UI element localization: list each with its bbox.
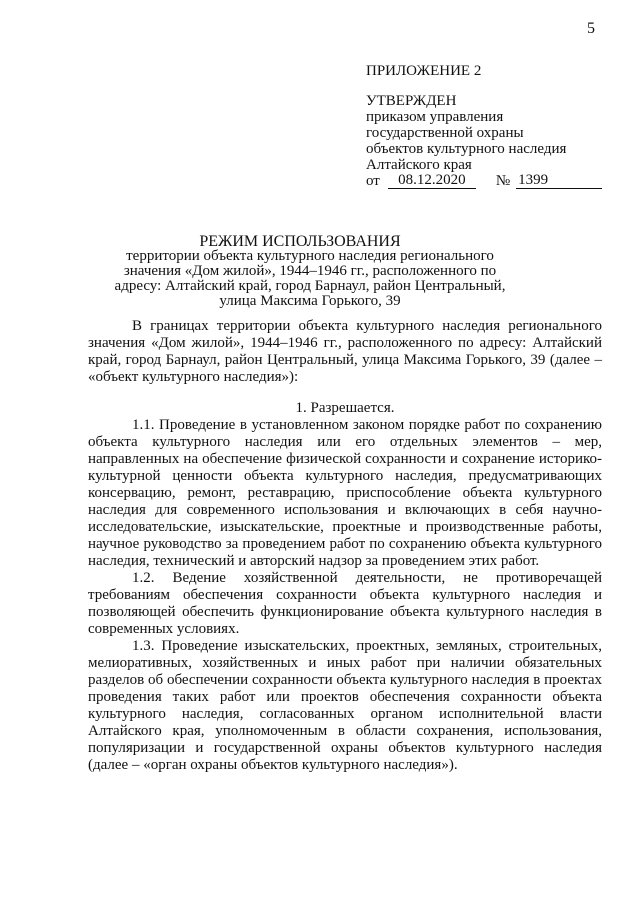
subtitle-line: территории объекта культурного наследия регионального <box>126 248 494 264</box>
page-number: 5 <box>587 20 595 37</box>
number-prefix: № <box>495 173 511 189</box>
subtitle-line: улица Максима Горького, 39 <box>219 293 401 309</box>
order-line: государственной охраны <box>366 125 524 141</box>
item-paragraph: 1.1. Проведение в установленном законом порядке работ по сохранению объекта культурного наследия или его отдельных элементов – мер, направленных на обеспечение физической сохранности и сохранение историко-культурной ценности объекта культурного наследия, предусматривающих консервацию, ремонт, реставрацию, приспособление объекта культурного наследия для современного использования и включающих в себя научно-исследовательские, изыскательские, проектные и производственные работы, научное руководство за проведением работ по сохранению объекта культурного наследия, технический и авторский надзор за проведением этих работ. <box>88 417 602 569</box>
approval-block <box>366 63 602 189</box>
approval-order-lines <box>366 109 602 173</box>
approval-date-line <box>366 173 602 189</box>
appendix-label: ПРИЛОЖЕНИЕ 2 <box>366 63 482 79</box>
order-line: Алтайского края <box>366 157 472 173</box>
intro-paragraph: В границах территории объекта культурного наследия регионального значения «Дом жилой», 1944–1946 гг., расположенного по адресу: Алтайский край, город Барнаул, район Центральный, улица Максима Горького, 39 (далее – «объект культурного наследия»): <box>88 318 602 385</box>
document-body <box>88 318 602 774</box>
approved-label: УТВЕРЖДЕН <box>366 93 457 109</box>
section-heading: 1. Разрешается. <box>295 400 395 416</box>
document-subtitle <box>80 249 540 309</box>
date-prefix: от <box>366 173 380 189</box>
subtitle-line: адресу: Алтайский край, город Барнаул, район Центральный, <box>114 278 506 294</box>
order-line: объектов культурного наследия <box>366 141 567 157</box>
approval-date: 08.12.2020 <box>388 173 476 189</box>
item-paragraph: 1.3. Проведение изыскательских, проектных, земляных, строительных, мелиоративных, хозяйственных и иных работ при наличии обязательных разделов об обеспечении сохранности объекта культурного наследия в проектах проведения таких работ или проектов обеспечения сохранности объекта культурного наследия, согласованных органом исполнительной власти Алтайского края, уполномоченным в области сохранения, использования, популяризации и государственной охраны объектов культурного наследия (далее – «орган охраны объектов культурного наследия»). <box>88 638 602 773</box>
order-line: приказом управления <box>366 109 504 125</box>
approval-number: 1399 <box>516 173 602 189</box>
document-title: РЕЖИМ ИСПОЛЬЗОВАНИЯ <box>199 233 401 250</box>
item-paragraph: 1.2. Ведение хозяйственной деятельности, не противоречащей требованиям обеспечения сохранности объекта культурного наследия и позволяющей обеспечить функционирование объекта культурного наследия в современных условиях. <box>88 570 602 637</box>
subtitle-line: значения «Дом жилой», 1944–1946 гг., расположенного по <box>123 263 497 279</box>
